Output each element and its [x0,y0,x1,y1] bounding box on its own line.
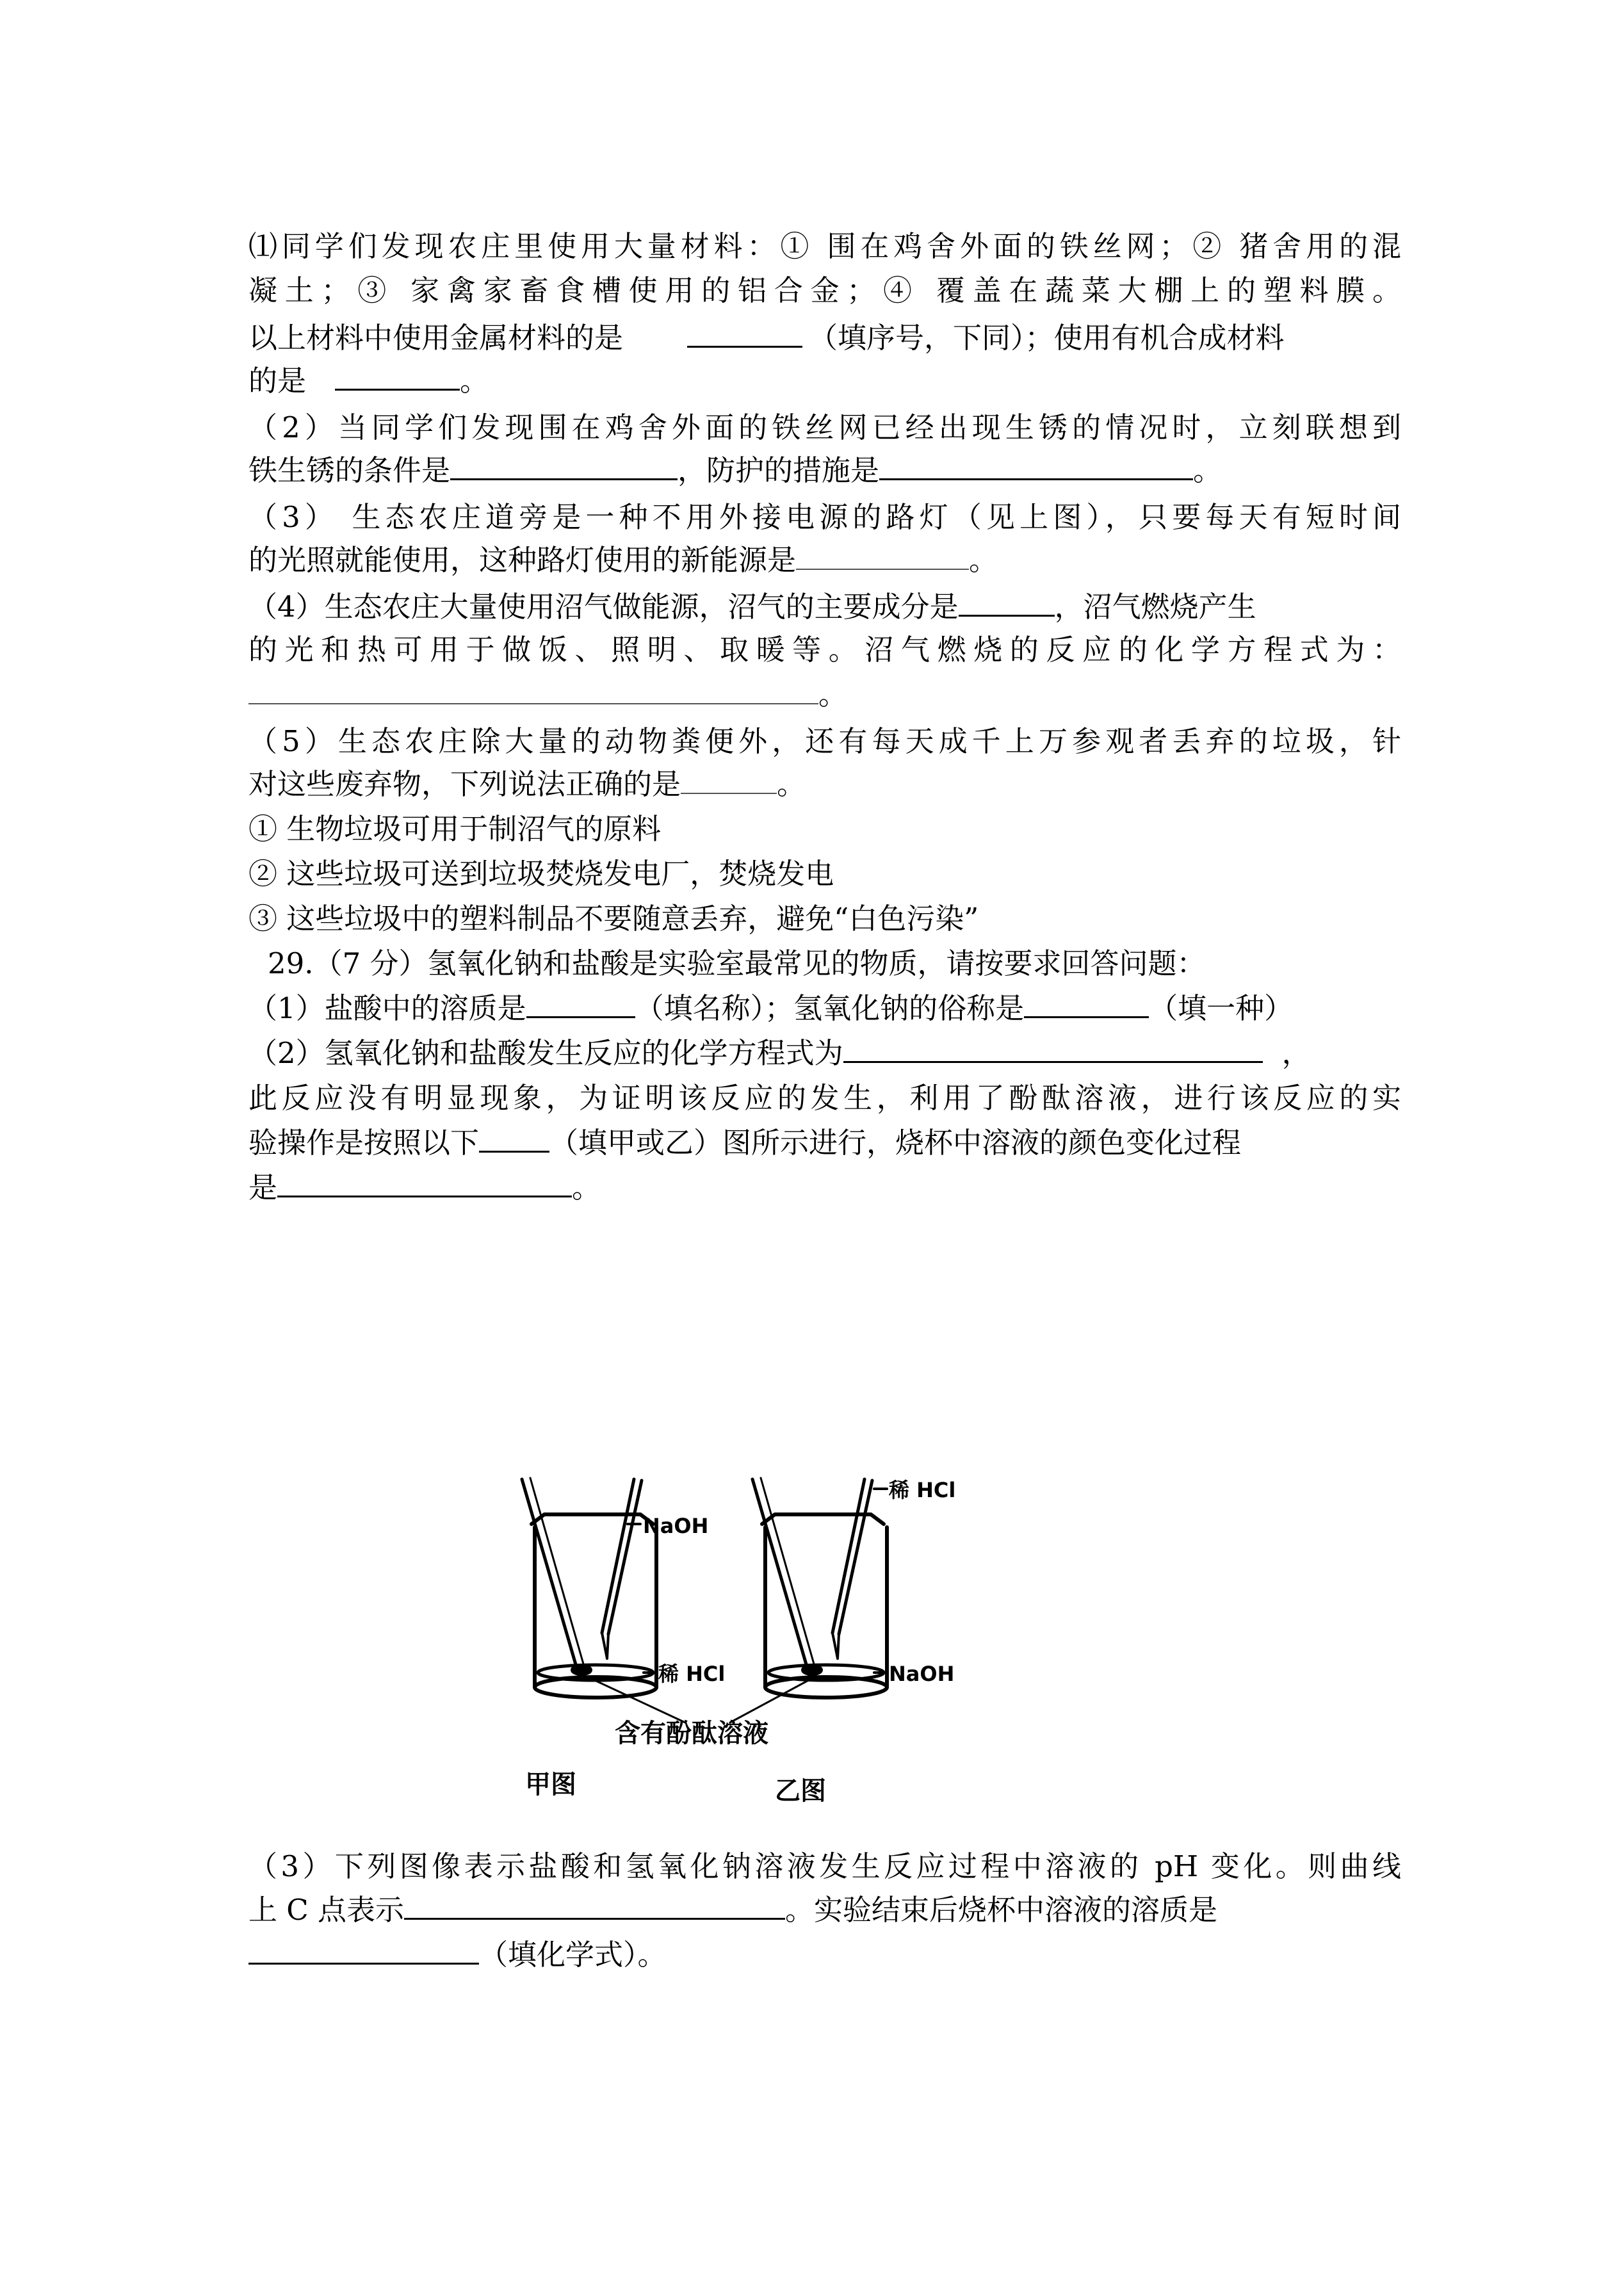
yi-solution-label: NaOH [889,1662,955,1686]
q28-p2-line2a: 铁生锈的条件是 [248,453,451,487]
q28-p1-line2: 凝土；③ 家禽家畜食槽使用的铝合金；④ 覆盖在蔬菜大棚上的塑料膜。 [248,273,1401,307]
jia-dropper-label: NaOH [643,1514,709,1538]
q28-p1-line3b: （填序号，下同）；使用有机合成材料 [809,321,1285,355]
q29-p1-line [248,986,1293,1030]
q28-p5-line2 [248,762,806,806]
q28-p3-line2b: 。 [969,543,998,577]
jia-solution-label: 稀 HCl [658,1662,726,1686]
beaker-experiment-figure [512,1466,956,1825]
answer-blank-metal-materials[interactable] [687,320,802,348]
q28-p3-line1: （3） 生态农庄道旁是一种不用外接电源的路灯（见上图），只要每天有短时间 [248,500,1401,534]
q28-p3-line2 [248,538,998,582]
q29-p3-line2a: 上 C 点表示 [248,1893,405,1927]
q28-p3-line2a: 的光照就能使用，这种路灯使用的新能源是 [248,543,797,577]
jia-dropper [602,1479,642,1658]
q28-p2-line2b: ，防护的措施是 [678,453,880,487]
answer-blank-biogas-component[interactable] [959,589,1055,617]
q29-p2-line3 [248,1121,1241,1165]
q28-p4-line3 [248,672,847,717]
q28-p5-option-1: ① 生物垃圾可用于制沼气的原料 [248,812,662,846]
answer-blank-waste-statement[interactable] [681,767,777,794]
q28-p5-line2b: 。 [777,767,806,801]
jia-beaker [532,1514,656,1698]
q29-p3-line2 [248,1888,1217,1932]
q28-p5-option-2: ② 这些垃圾可送到垃圾焚烧发电厂，焚烧发电 [248,857,834,891]
answer-blank-point-c-meaning[interactable] [404,1892,785,1920]
q28-p1-line4a: 的是 [248,364,307,398]
answer-blank-color-change[interactable] [277,1170,572,1197]
answer-blank-rust-conditions[interactable] [450,453,678,480]
q29-p3-line3-end: （填化学式）。 [479,1938,667,1972]
answer-blank-combustion-equation[interactable] [248,677,818,704]
jia-caption: 甲图 [525,1770,576,1799]
q29-p2-line1b: ， [1281,1036,1311,1070]
q29-p2-line3b: （填甲或乙）图所示进行，烧杯中溶液的颜色变化过程 [549,1126,1242,1160]
yi-glass-rod [752,1479,810,1678]
yi-dropper [832,1479,872,1658]
yi-beaker [762,1514,887,1698]
q29-p2-line1 [248,1031,1311,1075]
q28-p1-line1: ⑴同学们发现农庄里使用大量材料：① 围在鸡舍外面的铁丝网；② 猪舍用的混 [248,229,1401,263]
q29-p1-c: （填一种） [1149,991,1294,1025]
q28-p4-line1b: ，沼气燃烧产生 [1054,590,1256,624]
q28-p2-line2 [248,448,1222,492]
q28-p2-line2c: 。 [1193,453,1222,487]
q29-p3-line2b: 。实验结束后烧杯中溶液的溶质是 [785,1893,1218,1927]
answer-blank-naoh-common-name[interactable] [1024,991,1149,1018]
q28-p1-line4 [248,359,489,403]
q29-p2-line4a: 是 [248,1171,278,1204]
q29-p3-line3 [248,1933,667,1977]
q28-p4-line1a: （4）生态农庄大量使用沼气做能源，沼气的主要成分是 [248,590,959,624]
answer-blank-neutralization-equation[interactable] [843,1035,1263,1063]
beaker-diagram [512,1466,956,1825]
jia-glass-rod [522,1479,580,1678]
q29-p2-line3a: 验操作是按照以下 [248,1126,480,1160]
answer-blank-solute-name[interactable] [526,991,635,1018]
q29-p1-b: （填名称）；氢氧化钠的俗称是 [635,991,1025,1025]
q28-p1-line3 [248,316,1285,360]
q28-p5-line2a: 对这些废弃物，下列说法正确的是 [248,767,681,801]
answer-blank-protection-measures[interactable] [879,453,1193,480]
answer-blank-organic-materials[interactable] [335,363,460,391]
phenolphthalein-label: 含有酚酞溶液 [615,1719,768,1748]
q28-p2-line1: （2）当同学们发现围在鸡舍外面的铁丝网已经出现生锈的情况时，立刻联想到 [248,410,1401,444]
q29-p2-line2: 此反应没有明显现象，为证明该反应的发生，利用了酚酞溶液，进行该反应的实 [248,1081,1401,1115]
q28-p4-line3-end: 。 [818,677,848,711]
q28-p1-line4b: 。 [460,364,489,398]
answer-blank-jia-or-yi[interactable] [479,1125,549,1153]
q29-p2-line1a: （2）氢氧化钠和盐酸发生反应的化学方程式为 [248,1036,843,1070]
q29-title: 29.（7 分）氢氧化钠和盐酸是实验室最常见的物质，请按要求回答问题： [268,946,1206,980]
yi-caption: 乙图 [775,1776,826,1806]
q28-p5-option-3: ③ 这些垃圾中的塑料制品不要随意丢弃，避免“白色污染” [248,902,979,936]
yi-dropper-label: 稀 HCl [889,1478,956,1502]
q29-p1-a: （1）盐酸中的溶质是 [248,991,526,1025]
q29-p3-line1: （3）下列图像表示盐酸和氢氧化钠溶液发生反应过程中溶液的 pH 变化。则曲线 [248,1849,1401,1883]
q28-p4-line2: 的光和热可用于做饭、照明、取暖等。沼气燃烧的反应的化学方程式为： [248,633,1401,667]
q28-p1-line3a: 以上材料中使用金属材料的是 [248,321,624,355]
q29-p2-line4 [248,1165,601,1210]
answer-blank-new-energy[interactable] [796,543,969,570]
q28-p4-line1 [248,585,1256,629]
answer-blank-final-solute-formula[interactable] [248,1937,479,1965]
q29-p2-line4b: 。 [572,1171,601,1204]
q28-p5-line1: （5）生态农庄除大量的动物粪便外，还有每天成千上万参观者丢弃的垃圾，针 [248,724,1401,758]
